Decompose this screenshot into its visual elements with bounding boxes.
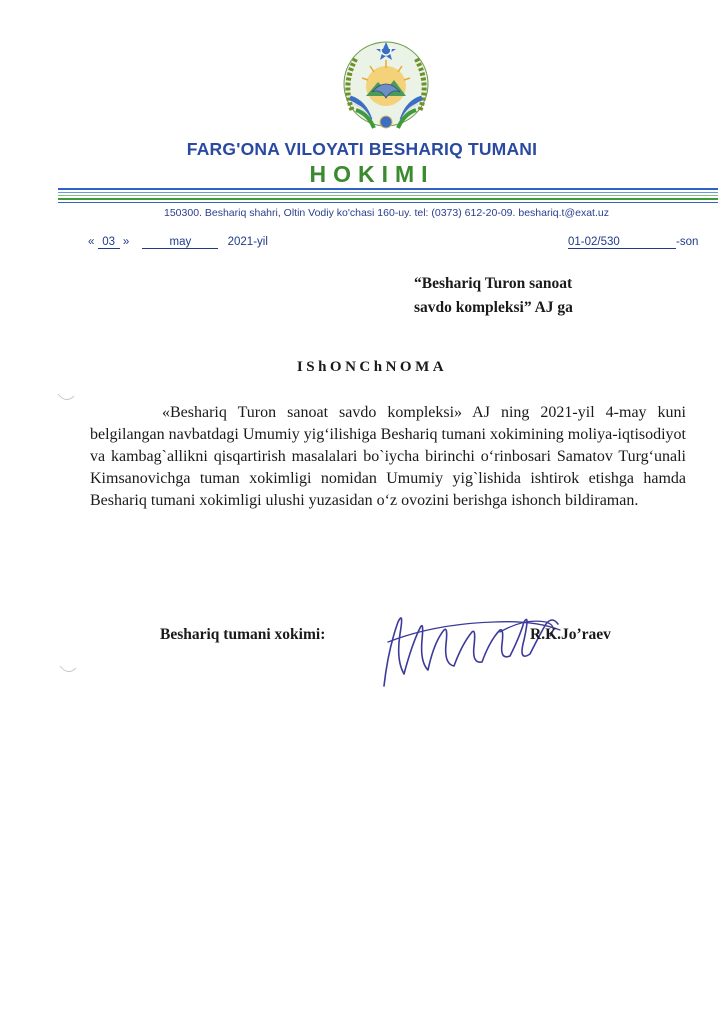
header-divider — [58, 195, 718, 196]
institution-title: FARG'ONA VILOYATI BESHARIQ TUMANI — [186, 139, 538, 159]
document-body — [90, 402, 686, 512]
header-divider — [58, 202, 718, 203]
recipient-block — [414, 272, 704, 320]
handwritten-signature — [374, 600, 564, 692]
date-day: 03 — [98, 236, 120, 249]
document-date — [88, 236, 268, 249]
institution-address: 150300. Beshariq shahri, Oltin Vodiy ko'chasi 160-uy. tel: (0373) 612-20-09. beshariq.t@exat.uz — [164, 207, 609, 219]
punch-hole-mark — [58, 664, 78, 676]
reference-number: 01-02/530 — [568, 236, 676, 249]
institution-subtitle: HOKIMI — [309, 161, 435, 187]
header-divider — [58, 188, 718, 190]
body-paragraph: «Beshariq Turon sanoat savdo kompleksi» AJ ning 2021-yil 4-may kuni belgilangan navbatdagi Umumiy yig‘ilishiga Beshariq tumani xokimining moliya-iqtisodiyot va kambag`allikni qisqartirish masalalari bo`iycha birinchi o‘rinbosari Samatov Turg‘unali Kimsanovichga tuman xokimligi nomidan Umumiy yig`lishida ishtirok etishga hamda Beshariq tumani xokimligi ulushi yuzasidan o‘z ovozini berishga ishonch bildiraman. — [90, 404, 686, 509]
signer-position: Beshariq tumani xokimi: — [160, 626, 326, 643]
signer-name: R.K.Jo’raev — [530, 626, 611, 643]
header-divider — [58, 198, 718, 200]
date-close-quote: » — [122, 236, 130, 248]
punch-hole-mark — [56, 392, 76, 404]
recipient-line: “Beshariq Turon sanoat — [414, 275, 573, 292]
document-reference — [568, 236, 698, 249]
date-year: 2021-yil — [227, 236, 268, 248]
state-emblem-icon — [334, 38, 438, 134]
header-divider — [58, 192, 718, 193]
date-open-quote: « — [88, 236, 95, 248]
recipient-line: savdo kompleksi” AJ ga — [414, 299, 573, 316]
date-month: may — [142, 236, 218, 249]
reference-suffix: -son — [676, 236, 699, 248]
document-title: IShONChNOMA — [296, 359, 448, 375]
